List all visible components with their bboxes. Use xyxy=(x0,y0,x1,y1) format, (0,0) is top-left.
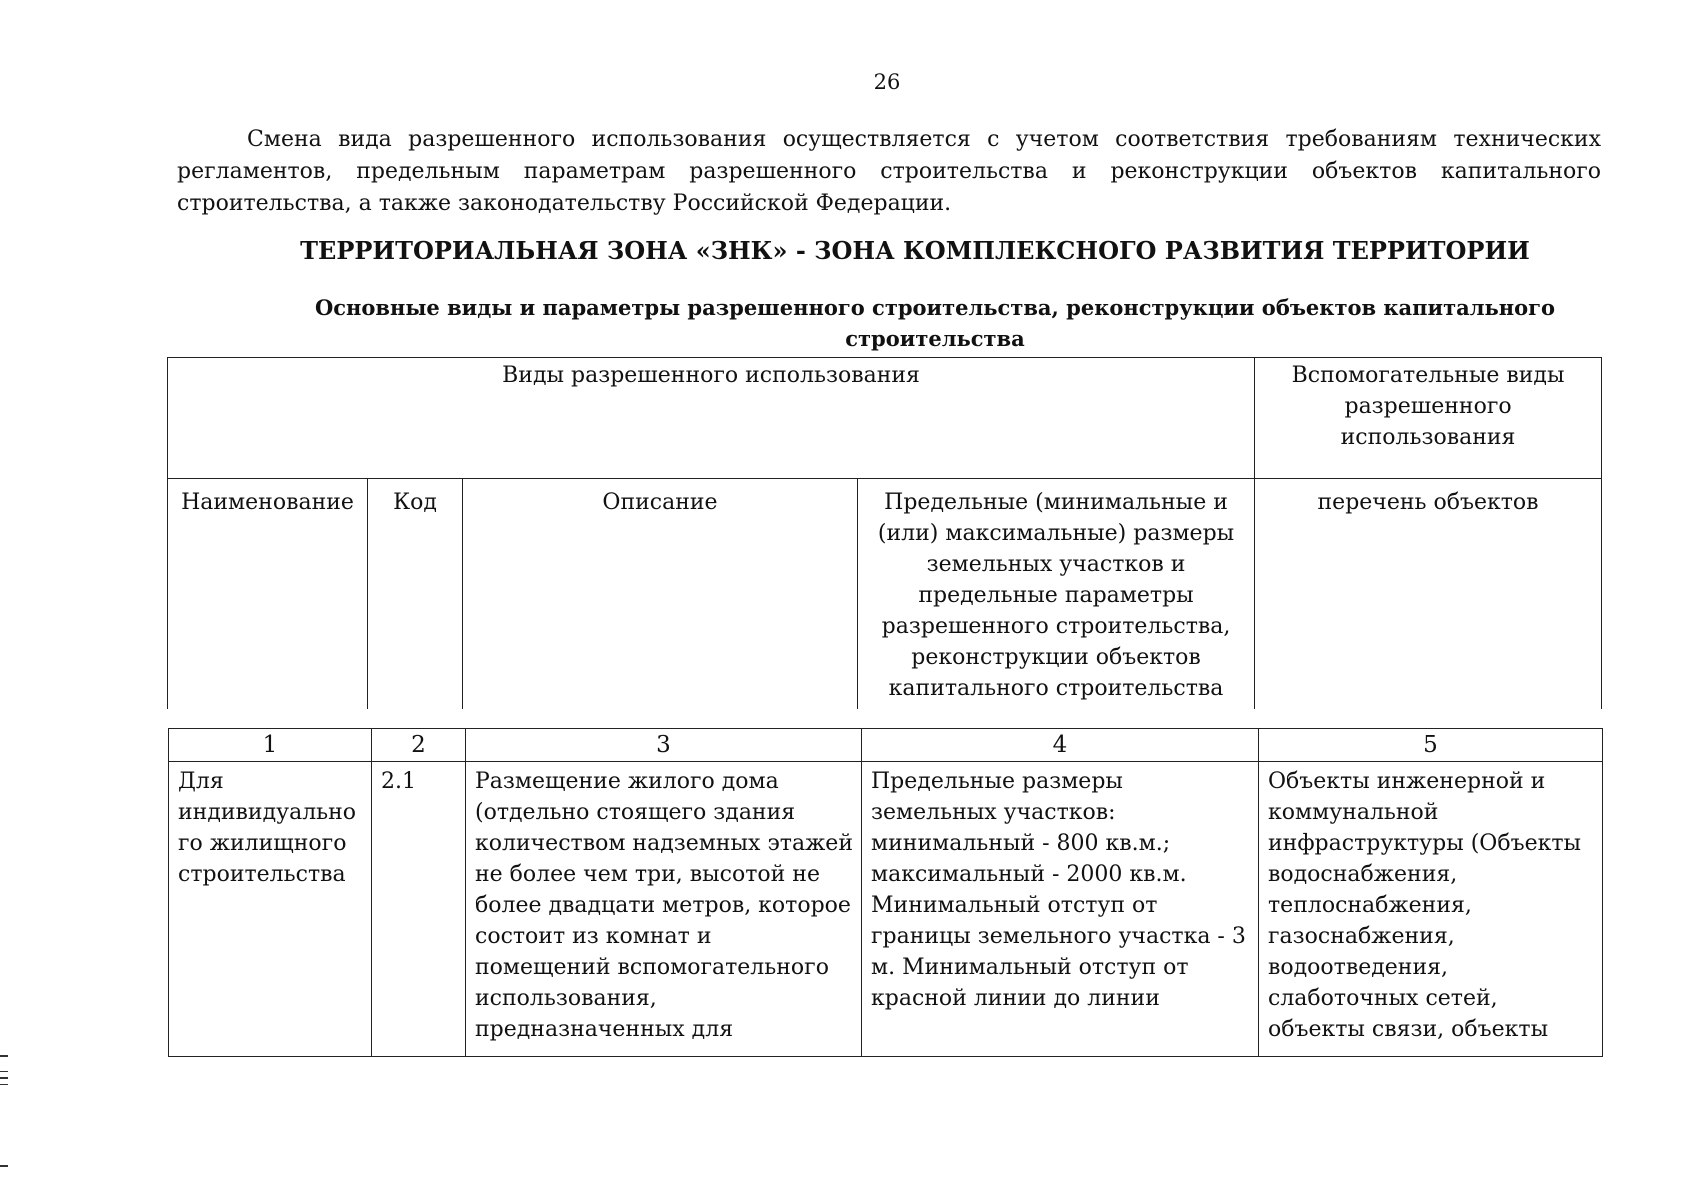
scan-mark xyxy=(0,1077,8,1079)
column-number: 2 xyxy=(372,729,466,762)
cell-description: Размещение жилого дома (отдельно стоящего здания количеством надземных этажей не более чем три, высотой не более двадцати метров, которое состоит из комнат и помещений вспомогательного использования, предназначенных для xyxy=(466,762,862,1057)
data-table xyxy=(168,728,1603,1057)
column-number: 1 xyxy=(169,729,372,762)
column-number-row xyxy=(169,729,1603,762)
header-table xyxy=(167,357,1602,709)
scan-mark xyxy=(0,1071,8,1073)
zone-title: ТЕРРИТОРИАЛЬНАЯ ЗОНА «ЗНК» - ЗОНА КОМПЛЕКСНОГО РАЗВИТИЯ ТЕРРИТОРИИ xyxy=(300,236,1530,265)
table-subtitle: Основные виды и параметры разрешенного строительства, реконструкции объектов капитального строительства xyxy=(314,295,1556,351)
column-number: 3 xyxy=(466,729,862,762)
scan-mark xyxy=(0,1165,8,1167)
intro-paragraph: Смена вида разрешенного использования осуществляется с учетом соответствия требованиям технических регламентов, предельным параметрам разрешенного строительства и реконструкции объектов капитального строительства, а также законодательству Российской Федерации. xyxy=(177,127,1601,216)
table-row xyxy=(169,762,1603,1057)
header-col-code: Код xyxy=(368,479,463,710)
header-group-aux: Вспомогательные виды разрешенного использования xyxy=(1255,358,1602,479)
header-col-description: Описание xyxy=(463,479,858,710)
scan-mark xyxy=(0,1084,8,1086)
header-group-main: Виды разрешенного использования xyxy=(168,358,1255,479)
cell-name: Для индивидуально го жилищного строительства xyxy=(169,762,372,1057)
header-col-params: Предельные (минимальные и (или) максимальные) размеры земельных участков и предельные параметры разрешенного строительства, реконструкции объектов капитального строительства xyxy=(858,479,1255,710)
column-number: 4 xyxy=(862,729,1259,762)
scan-mark xyxy=(0,1055,8,1057)
margin-scan-marks xyxy=(0,1055,10,1172)
cell-objects: Объекты инженерной и коммунальной инфраструктуры (Объекты водоснабжения, теплоснабжения, газоснабжения, водоотведения, слаботочных сетей, объекты связи, объекты xyxy=(1259,762,1603,1057)
cell-code: 2.1 xyxy=(372,762,466,1057)
column-number: 5 xyxy=(1259,729,1603,762)
page-number: 26 xyxy=(873,70,901,94)
cell-params: Предельные размеры земельных участков: минимальный - 800 кв.м.; максимальный - 2000 кв.м. Минимальный отступ от границы земельного участка - 3 м. Минимальный отступ от красной линии до линии xyxy=(862,762,1259,1057)
header-col-name: Наименование xyxy=(168,479,368,710)
header-col-objects: перечень объектов xyxy=(1255,479,1602,710)
